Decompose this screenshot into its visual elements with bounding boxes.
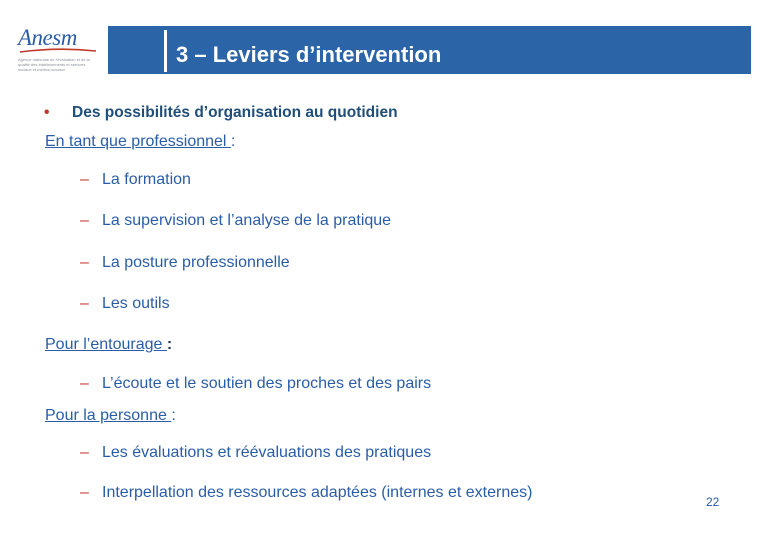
list-item: [80, 295, 170, 313]
slide-title: 3 – Leviers d’intervention: [176, 42, 442, 67]
section-heading-text: Pour la personne: [45, 407, 172, 424]
main-bullet: [44, 104, 398, 122]
logo-tagline: Agence nationale de l'évaluation et de la qualité des établissements et services sociaux et médico-sociaux: [18, 57, 90, 72]
section-heading-colon: :: [171, 407, 176, 424]
section-heading-text: En tant que professionnel: [45, 133, 231, 150]
section-heading-colon: :: [230, 133, 236, 150]
dash-icon: –: [80, 375, 89, 392]
page-number: 22: [706, 495, 720, 509]
section-heading-personne: [45, 407, 176, 425]
dash-icon: –: [80, 444, 89, 461]
list-item-text: L’écoute et le soutien des proches et des pairs: [102, 375, 432, 392]
list-item-text: Les évaluations et réévaluations des pratiques: [102, 444, 432, 461]
list-item: [80, 375, 431, 393]
list-item-text: La supervision et l’analyse de la pratique: [102, 212, 392, 229]
section-heading-entourage: [45, 336, 172, 354]
list-item-text: La formation: [102, 171, 191, 188]
list-item: [80, 484, 532, 502]
list-item: [80, 444, 431, 462]
list-item-text: Interpellation des ressources adaptées (internes et externes): [102, 484, 533, 501]
list-item-text: La posture professionnelle: [102, 254, 290, 271]
bullet-dot-icon: •: [44, 104, 50, 121]
logo-wordmark: Anesm: [18, 25, 77, 50]
dash-icon: –: [80, 254, 89, 271]
main-bullet-text: Des possibilités d’organisation au quotidien: [72, 104, 398, 121]
list-item-text: Les outils: [102, 295, 170, 312]
section-heading-colon: :: [166, 336, 173, 353]
list-item: [80, 254, 290, 272]
dash-icon: –: [80, 212, 89, 229]
section-heading-text: Pour l’entourage: [45, 336, 167, 353]
dash-icon: –: [80, 171, 89, 188]
list-item: [80, 171, 191, 189]
dash-icon: –: [80, 295, 89, 312]
list-item: [80, 212, 391, 230]
section-heading-professionnel: [45, 133, 235, 151]
dash-icon: –: [80, 484, 89, 501]
